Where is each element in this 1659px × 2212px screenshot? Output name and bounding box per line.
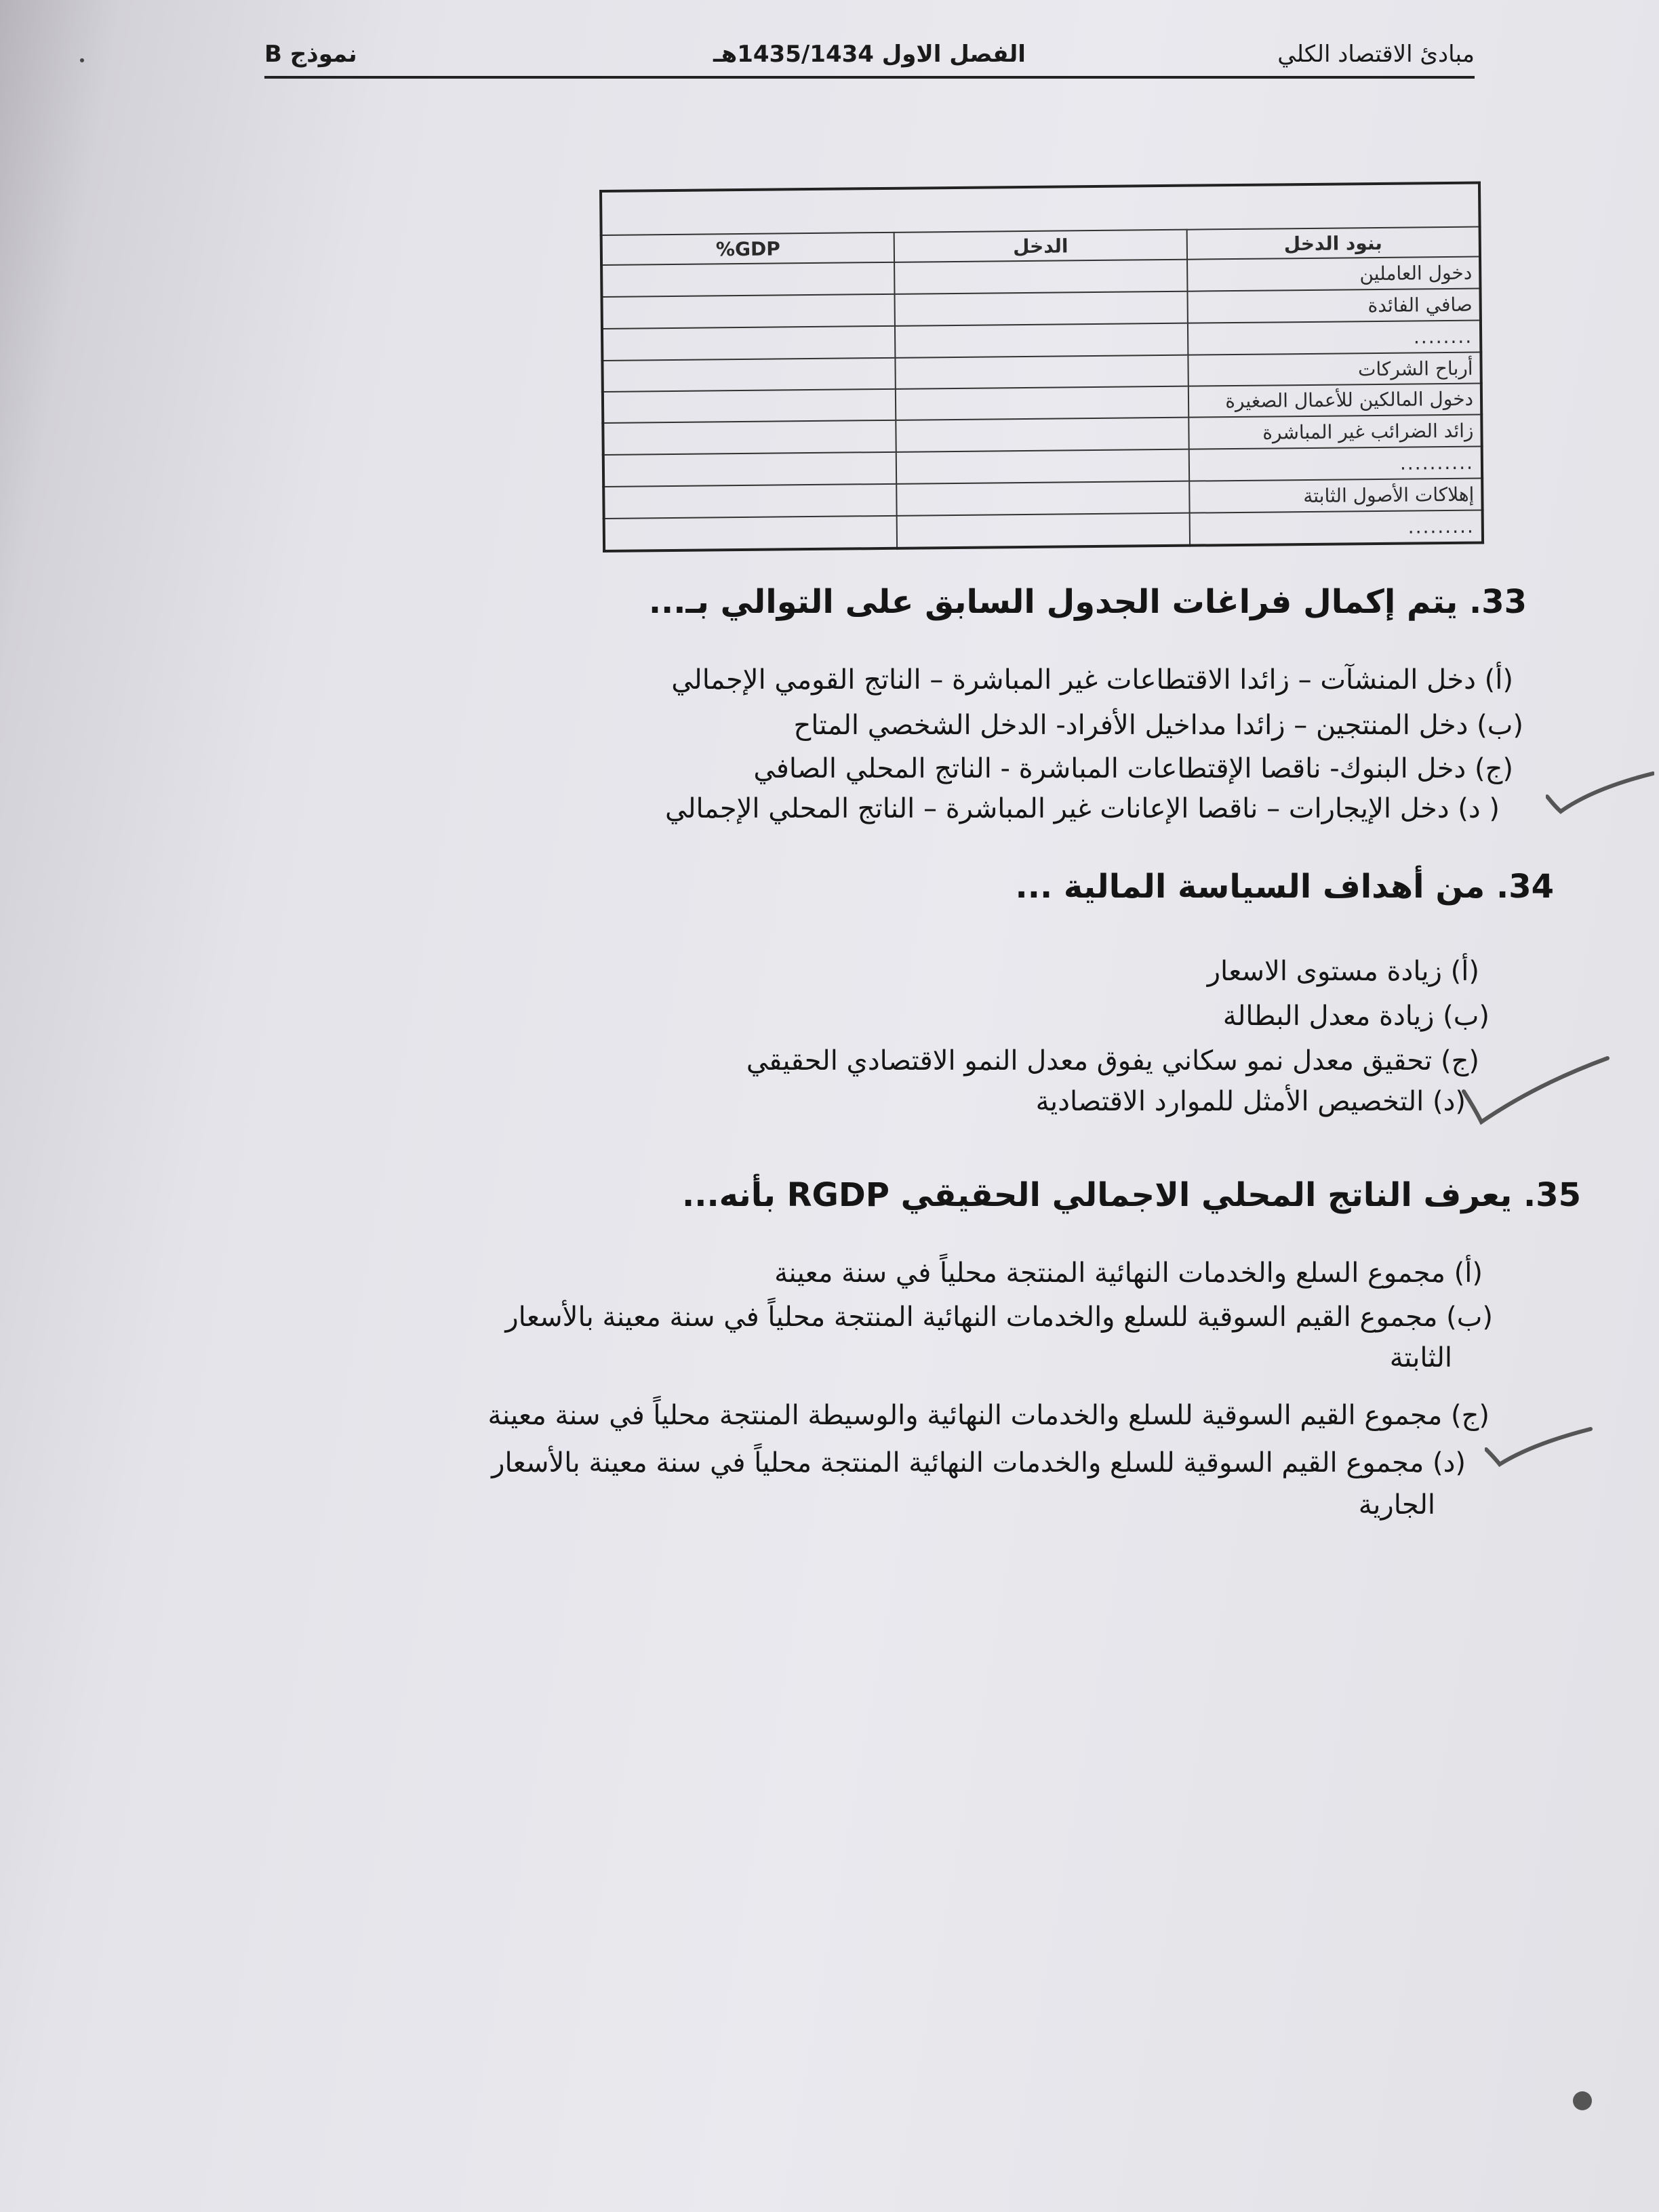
semester-label: الفصل الاول 1435/1434هـ bbox=[713, 41, 1026, 68]
q35-option-a: (أ) مجموع السلع والخدمات النهائية المنتجة محلياً في سنة معينة bbox=[774, 1258, 1483, 1289]
question-34 bbox=[266, 868, 1554, 1166]
course-title: مبادئ الاقتصاد الكلي bbox=[1277, 41, 1475, 68]
row-label: أرباح الشركات bbox=[1188, 352, 1481, 386]
row-label: ......... bbox=[1190, 510, 1483, 545]
table-title-row bbox=[601, 183, 1480, 235]
row-label: إهلاكات الأصول الثابتة bbox=[1189, 478, 1482, 512]
q35-option-b: (ب) مجموع القيم السوقية للسلع والخدمات النهائية المنتجة محلياً في سنة معينة بالأسعار bbox=[505, 1302, 1493, 1333]
question-33 bbox=[239, 583, 1527, 868]
income-table-wrapper bbox=[599, 182, 1484, 552]
row-label: ........ bbox=[1188, 320, 1481, 355]
q35-option-c: (ج) مجموع القيم السوقية للسلع والخدمات النهائية والوسيطة المنتجة محلياً في سنة معينة bbox=[487, 1400, 1490, 1431]
row-label: .......... bbox=[1189, 447, 1482, 481]
q33-option-d: ( د) دخل الإيجارات – ناقصا الإعانات غير المباشرة – الناتج المحلي الإجمالي bbox=[665, 793, 1500, 824]
row-label: دخول المالكين للأعمال الصغيرة bbox=[1188, 384, 1481, 418]
header-income: الدخل bbox=[894, 230, 1187, 262]
question-35 bbox=[225, 1176, 1581, 1556]
q35-option-b-continued: الثابتة bbox=[1389, 1342, 1452, 1373]
question-34-title: 34. من أهداف السياسة المالية ... bbox=[1015, 868, 1554, 906]
q33-option-a: (أ) دخل المنشآت – زائدا الاقتطاعات غير المباشرة – الناتج القومي الإجمالي bbox=[671, 664, 1513, 696]
checkmark-icon bbox=[1546, 769, 1654, 824]
q35-option-d-continued: الجارية bbox=[1358, 1489, 1435, 1521]
checkmark-icon bbox=[1461, 1054, 1610, 1135]
q34-option-a: (أ) زيادة مستوى الاسعار bbox=[1207, 956, 1479, 987]
row-label: زائد الضرائب غير المباشرة bbox=[1188, 415, 1481, 449]
row-label: دخول العاملين bbox=[1187, 257, 1480, 291]
q33-option-c: (ج) دخل البنوك- ناقصا الإقتطاعات المباشرة - الناتج المحلي الصافي bbox=[753, 753, 1513, 784]
checkmark-icon bbox=[1485, 1424, 1593, 1478]
page-speck bbox=[1573, 2091, 1592, 2110]
income-table bbox=[599, 182, 1484, 552]
q34-option-b: (ب) زيادة معدل البطالة bbox=[1222, 1001, 1490, 1032]
q34-option-d: (د) التخصيص الأمثل للموارد الاقتصادية bbox=[1035, 1086, 1466, 1117]
q33-option-b: (ب) دخل المنتجين – زائدا مداخيل الأفراد- الدخل الشخصي المتاح bbox=[793, 710, 1523, 741]
question-35-title: 35. يعرف الناتج المحلي الاجمالي الحقيقي RGDP بأنه... bbox=[681, 1176, 1581, 1214]
header-gdp-percent: GDP% bbox=[601, 233, 894, 265]
page-speck bbox=[80, 58, 84, 62]
row-label: صافي الفائدة bbox=[1187, 288, 1480, 323]
question-33-title: 33. يتم إكمال فراغات الجدول السابق على التوالي بـ... bbox=[648, 583, 1527, 621]
page-header bbox=[264, 35, 1475, 79]
form-label: نموذج B bbox=[264, 41, 357, 68]
header-income-items: بنود الدخل bbox=[1187, 227, 1480, 260]
q35-option-d: (د) مجموع القيم السوقية للسلع والخدمات النهائية المنتجة محلياً في سنة معينة بالأسعار bbox=[492, 1447, 1466, 1479]
q34-option-c: (ج) تحقيق معدل نمو سكاني يفوق معدل النمو الاقتصادي الحقيقي bbox=[746, 1045, 1479, 1077]
